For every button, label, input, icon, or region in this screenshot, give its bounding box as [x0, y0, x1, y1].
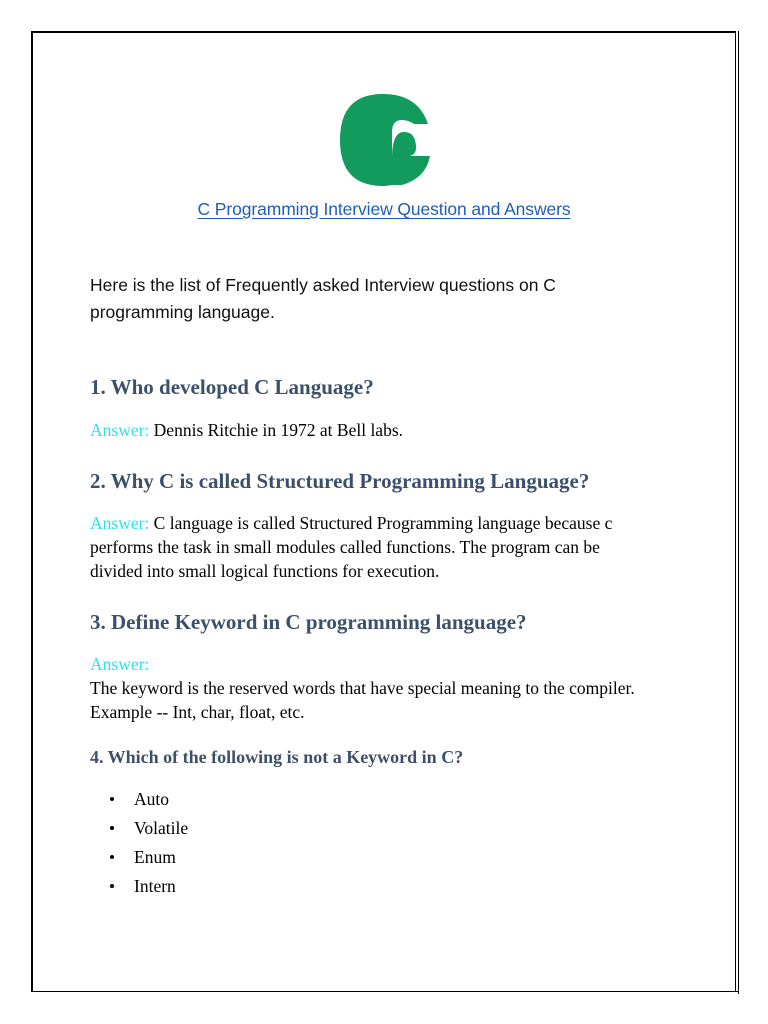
answer-example: Example -- Int, char, float, etc. [90, 702, 305, 722]
options-list [110, 784, 188, 900]
question-2-heading: 2. Why C is called Structured Programming Language? [90, 469, 590, 493]
bullet-icon [110, 797, 114, 801]
question-3-answer [90, 652, 650, 724]
list-item [110, 842, 188, 871]
question-2-answer [90, 511, 650, 583]
option-label: Auto [134, 788, 169, 809]
option-label: Volatile [134, 817, 189, 838]
option-label: Intern [134, 875, 176, 896]
answer-label: Answer: [90, 654, 150, 674]
page-border-shadow-right [738, 31, 739, 994]
option-label: Enum [134, 846, 176, 867]
bullet-icon [110, 855, 114, 859]
answer-text: Dennis Ritchie in 1972 at Bell labs. [149, 420, 404, 440]
c-logo-icon [338, 92, 430, 186]
question-3-heading: 3. Define Keyword in C programming language? [90, 610, 527, 634]
bullet-icon [110, 826, 114, 830]
question-1-heading: 1. Who developed C Language? [90, 375, 374, 399]
intro-paragraph: Here is the list of Frequently asked Interview questions on C programming language. [90, 275, 556, 322]
bullet-icon [110, 884, 114, 888]
list-item [110, 784, 188, 813]
list-item [110, 813, 188, 842]
question-1-answer [90, 418, 650, 442]
page-border-shadow-bottom [33, 988, 739, 992]
answer-label: Answer: [90, 513, 150, 533]
list-item [110, 871, 188, 900]
answer-label: Answer: [90, 420, 150, 440]
document-title[interactable]: C Programming Interview Question and Answers [197, 199, 571, 219]
answer-text: C language is called Structured Programming language because c performs the task in small modules called functions. The program can be divided into small logical functions for execution. [90, 513, 613, 581]
answer-text: The keyword is the reserved words that have special meaning to the compiler. [90, 678, 635, 698]
question-4-heading: 4. Which of the following is not a Keyword in C? [90, 747, 464, 767]
